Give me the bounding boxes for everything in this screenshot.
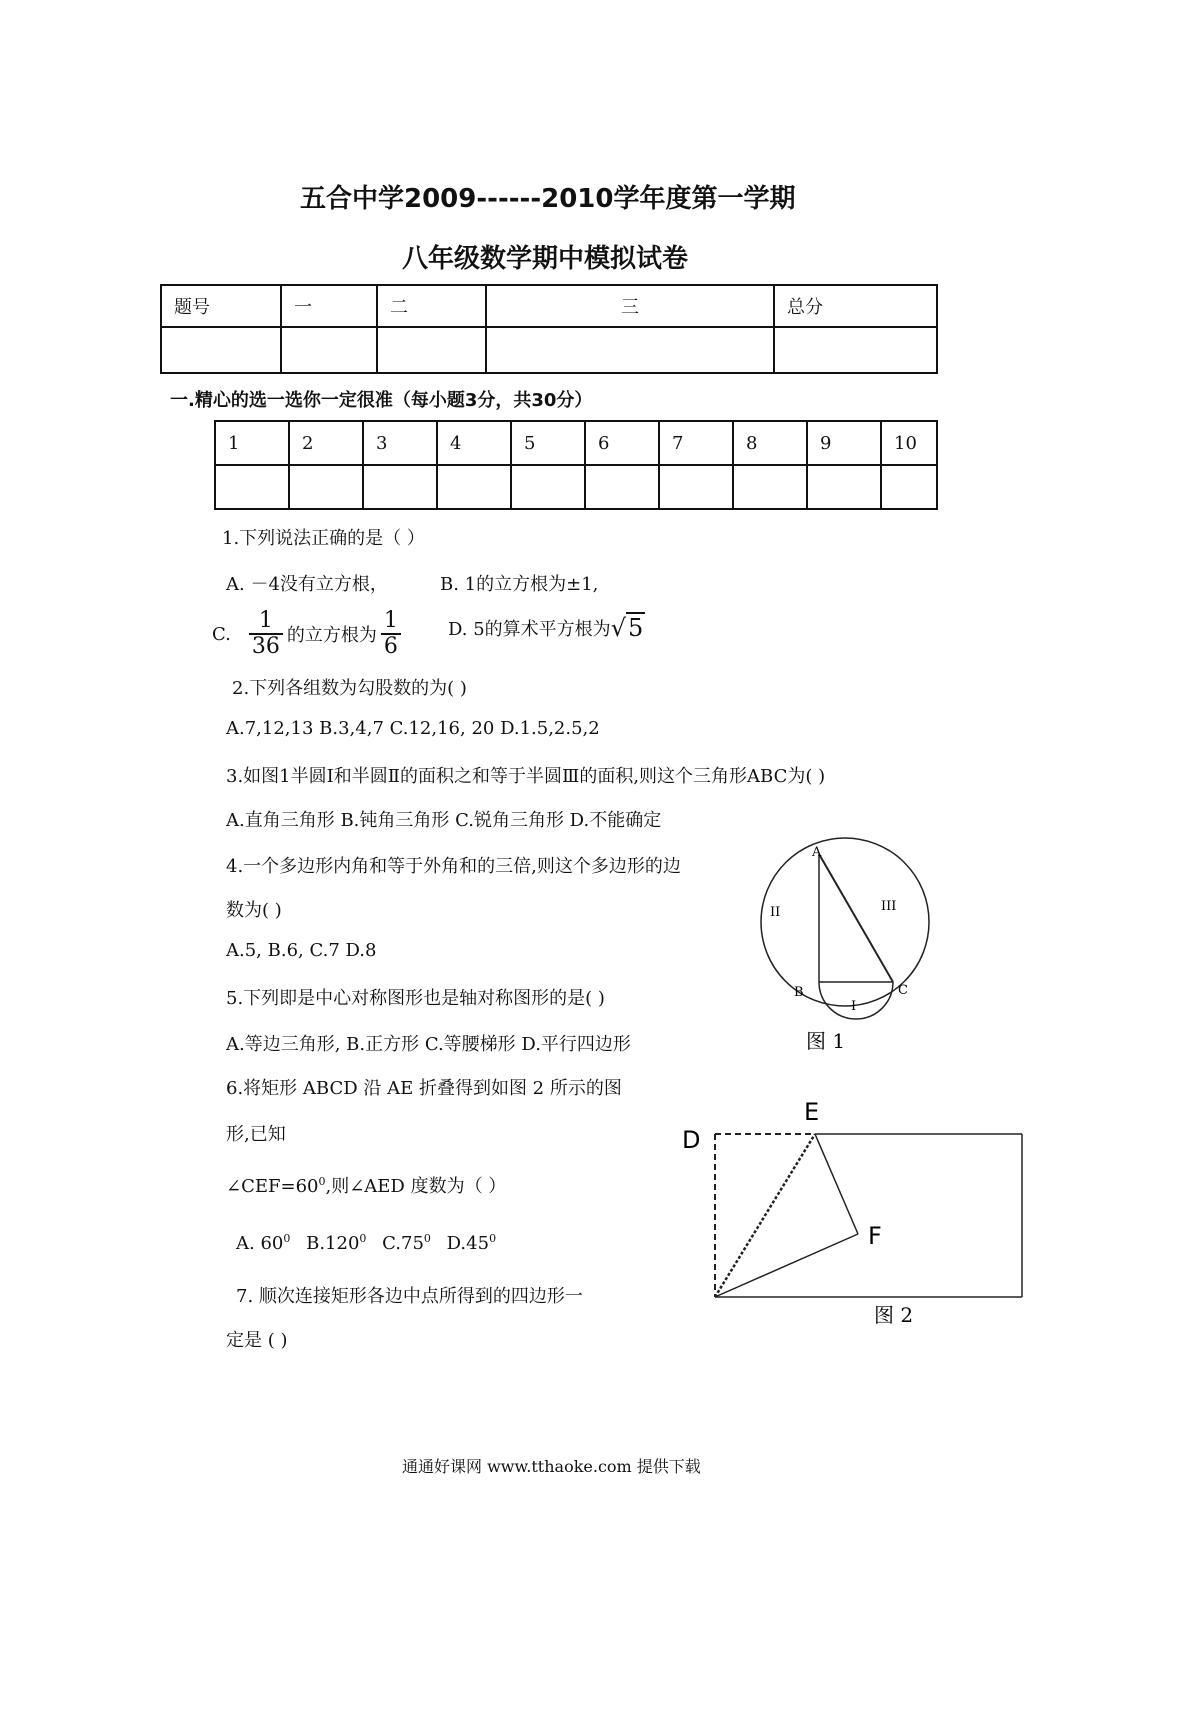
q1-option-b: B. 1的立方根为±1, xyxy=(440,574,599,595)
fraction-one-6 xyxy=(381,609,401,659)
sqrt-symbol: √5 xyxy=(610,614,644,642)
answer-cell[interactable] xyxy=(807,465,881,509)
degree-sup: 0 xyxy=(283,1232,291,1245)
answer-number-cell: 2 xyxy=(289,421,363,465)
semicircle-ii-iii-outline xyxy=(761,838,929,1006)
q1-option-a: A. －4没有立方根， xyxy=(226,574,388,595)
fraction-one-36 xyxy=(249,609,283,659)
exam-title-line1: 五合中学2009------2010学年度第一学期 xyxy=(300,184,796,214)
fraction-denominator: 36 xyxy=(251,634,280,659)
q6-condition: ∠CEF=60 xyxy=(226,1176,319,1197)
score-cell[interactable] xyxy=(486,327,774,373)
side-ac xyxy=(819,854,893,982)
label-b: B xyxy=(794,985,804,1000)
figure-1 xyxy=(750,836,950,1066)
score-cell[interactable] xyxy=(281,327,377,373)
exam-title-line2: 八年级数学期中模拟试卷 xyxy=(402,244,689,274)
score-header-cell: 题号 xyxy=(161,285,281,327)
answer-number-cell: 1 xyxy=(215,421,289,465)
score-table xyxy=(160,284,938,374)
degree-sup: 0 xyxy=(359,1232,367,1245)
answer-table xyxy=(214,420,938,510)
label-f: F xyxy=(868,1222,882,1250)
answer-cell[interactable] xyxy=(511,465,585,509)
score-cell[interactable] xyxy=(161,327,281,373)
answer-cell[interactable] xyxy=(881,465,937,509)
sqrt-radicand: 5 xyxy=(627,614,644,642)
label-a: A xyxy=(812,845,822,860)
answer-cell[interactable] xyxy=(437,465,511,509)
q7-stem-line1: 7. 顺次连接矩形各边中点所得到的四边形一 xyxy=(236,1286,583,1307)
q6-option-a: A. 60 xyxy=(236,1233,284,1254)
q2-stem: 2.下列各组数为勾股数的为( ) xyxy=(232,678,467,699)
q3-options: A.直角三角形 B.钝角三角形 C.锐角三角形 D.不能确定 xyxy=(226,810,662,831)
q6-question: ,则∠AED 度数为（ ） xyxy=(325,1176,507,1197)
q6-stem-line3 xyxy=(226,1172,506,1198)
answer-cell[interactable] xyxy=(289,465,363,509)
q3-stem: 3.如图1半圆Ⅰ和半圆Ⅱ的面积之和等于半圆Ⅲ的面积,则这个三角形ABC为( ) xyxy=(226,766,826,787)
fraction-numerator: 1 xyxy=(249,609,283,635)
answer-cell[interactable] xyxy=(363,465,437,509)
fold-line-ae xyxy=(715,1134,815,1297)
label-ii: II xyxy=(770,905,781,920)
answer-cell[interactable] xyxy=(585,465,659,509)
label-d: D xyxy=(682,1126,701,1154)
score-header-cell: 总分 xyxy=(774,285,937,327)
q1-option-c-text: 的立方根为 xyxy=(286,625,377,646)
answer-number-cell: 4 xyxy=(437,421,511,465)
figure-2 xyxy=(670,1092,1040,1332)
answer-number-cell: 5 xyxy=(511,421,585,465)
answer-cell[interactable] xyxy=(659,465,733,509)
q6-option-c: C.75 xyxy=(382,1233,424,1254)
q6-stem-line1: 6.将矩形 ABCD 沿 AE 折叠得到如图 2 所示的图 xyxy=(226,1078,622,1099)
figure-2-caption: 图 2 xyxy=(874,1303,914,1327)
fraction-numerator: 1 xyxy=(381,609,401,635)
q6-stem-line2: 形,已知 xyxy=(226,1124,286,1145)
footer-text: 通通好课网 www.tthaoke.com 提供下载 xyxy=(402,1457,701,1476)
q4-stem-line1: 4.一个多边形内角和等于外角和的三倍,则这个多边形的边 xyxy=(226,856,681,877)
q7-stem-line2: 定是 ( ) xyxy=(226,1330,288,1351)
q1-option-c xyxy=(212,602,401,666)
score-cell[interactable] xyxy=(774,327,937,373)
answer-number-cell: 7 xyxy=(659,421,733,465)
q1-stem: 1.下列说法正确的是（ ） xyxy=(222,528,425,549)
answer-number-cell: 8 xyxy=(733,421,807,465)
q2-options: A.7,12,13 B.3,4,7 C.12,16, 20 D.1.5,2.5,2 xyxy=(226,718,600,739)
q1-option-c-prefix: C. xyxy=(212,623,231,645)
answer-cell[interactable] xyxy=(733,465,807,509)
q1-option-d xyxy=(448,614,645,642)
q5-options: A.等边三角形, B.正方形 C.等腰梯形 D.平行四边形 xyxy=(226,1034,631,1055)
q6-option-b: B.120 xyxy=(306,1233,360,1254)
q4-options: A.5, B.6, C.7 D.8 xyxy=(226,940,377,961)
label-i: I xyxy=(851,999,857,1014)
score-cell[interactable] xyxy=(377,327,486,373)
q6-option-d: D.45 xyxy=(446,1233,490,1254)
score-header-cell: 二 xyxy=(377,285,486,327)
q4-stem-line2: 数为( ) xyxy=(226,900,282,921)
answer-number-cell: 10 xyxy=(881,421,937,465)
q5-stem: 5.下列即是中心对称图形也是轴对称图形的是( ) xyxy=(226,988,605,1009)
answer-number-cell: 3 xyxy=(363,421,437,465)
degree-sup: 0 xyxy=(489,1232,497,1245)
degree-sup: 0 xyxy=(423,1232,431,1245)
score-header-cell: 三 xyxy=(486,285,774,327)
answer-number-cell: 9 xyxy=(807,421,881,465)
section-1-heading: 一.精心的选一选你一定很准（每小题3分，共30分） xyxy=(170,390,593,411)
label-e: E xyxy=(804,1098,820,1126)
segment-fa xyxy=(715,1234,858,1297)
q1-option-d-text: D. 5的算术平方根为 xyxy=(448,619,611,640)
segment-ef xyxy=(815,1134,858,1234)
score-header-cell: 一 xyxy=(281,285,377,327)
q6-options xyxy=(236,1232,496,1254)
label-c: C xyxy=(898,983,908,998)
label-iii: III xyxy=(881,899,897,914)
fraction-denominator: 6 xyxy=(383,634,398,659)
figure-1-caption: 图 1 xyxy=(806,1029,846,1053)
answer-cell[interactable] xyxy=(215,465,289,509)
answer-number-cell: 6 xyxy=(585,421,659,465)
degree-sup: 0 xyxy=(318,1175,326,1188)
